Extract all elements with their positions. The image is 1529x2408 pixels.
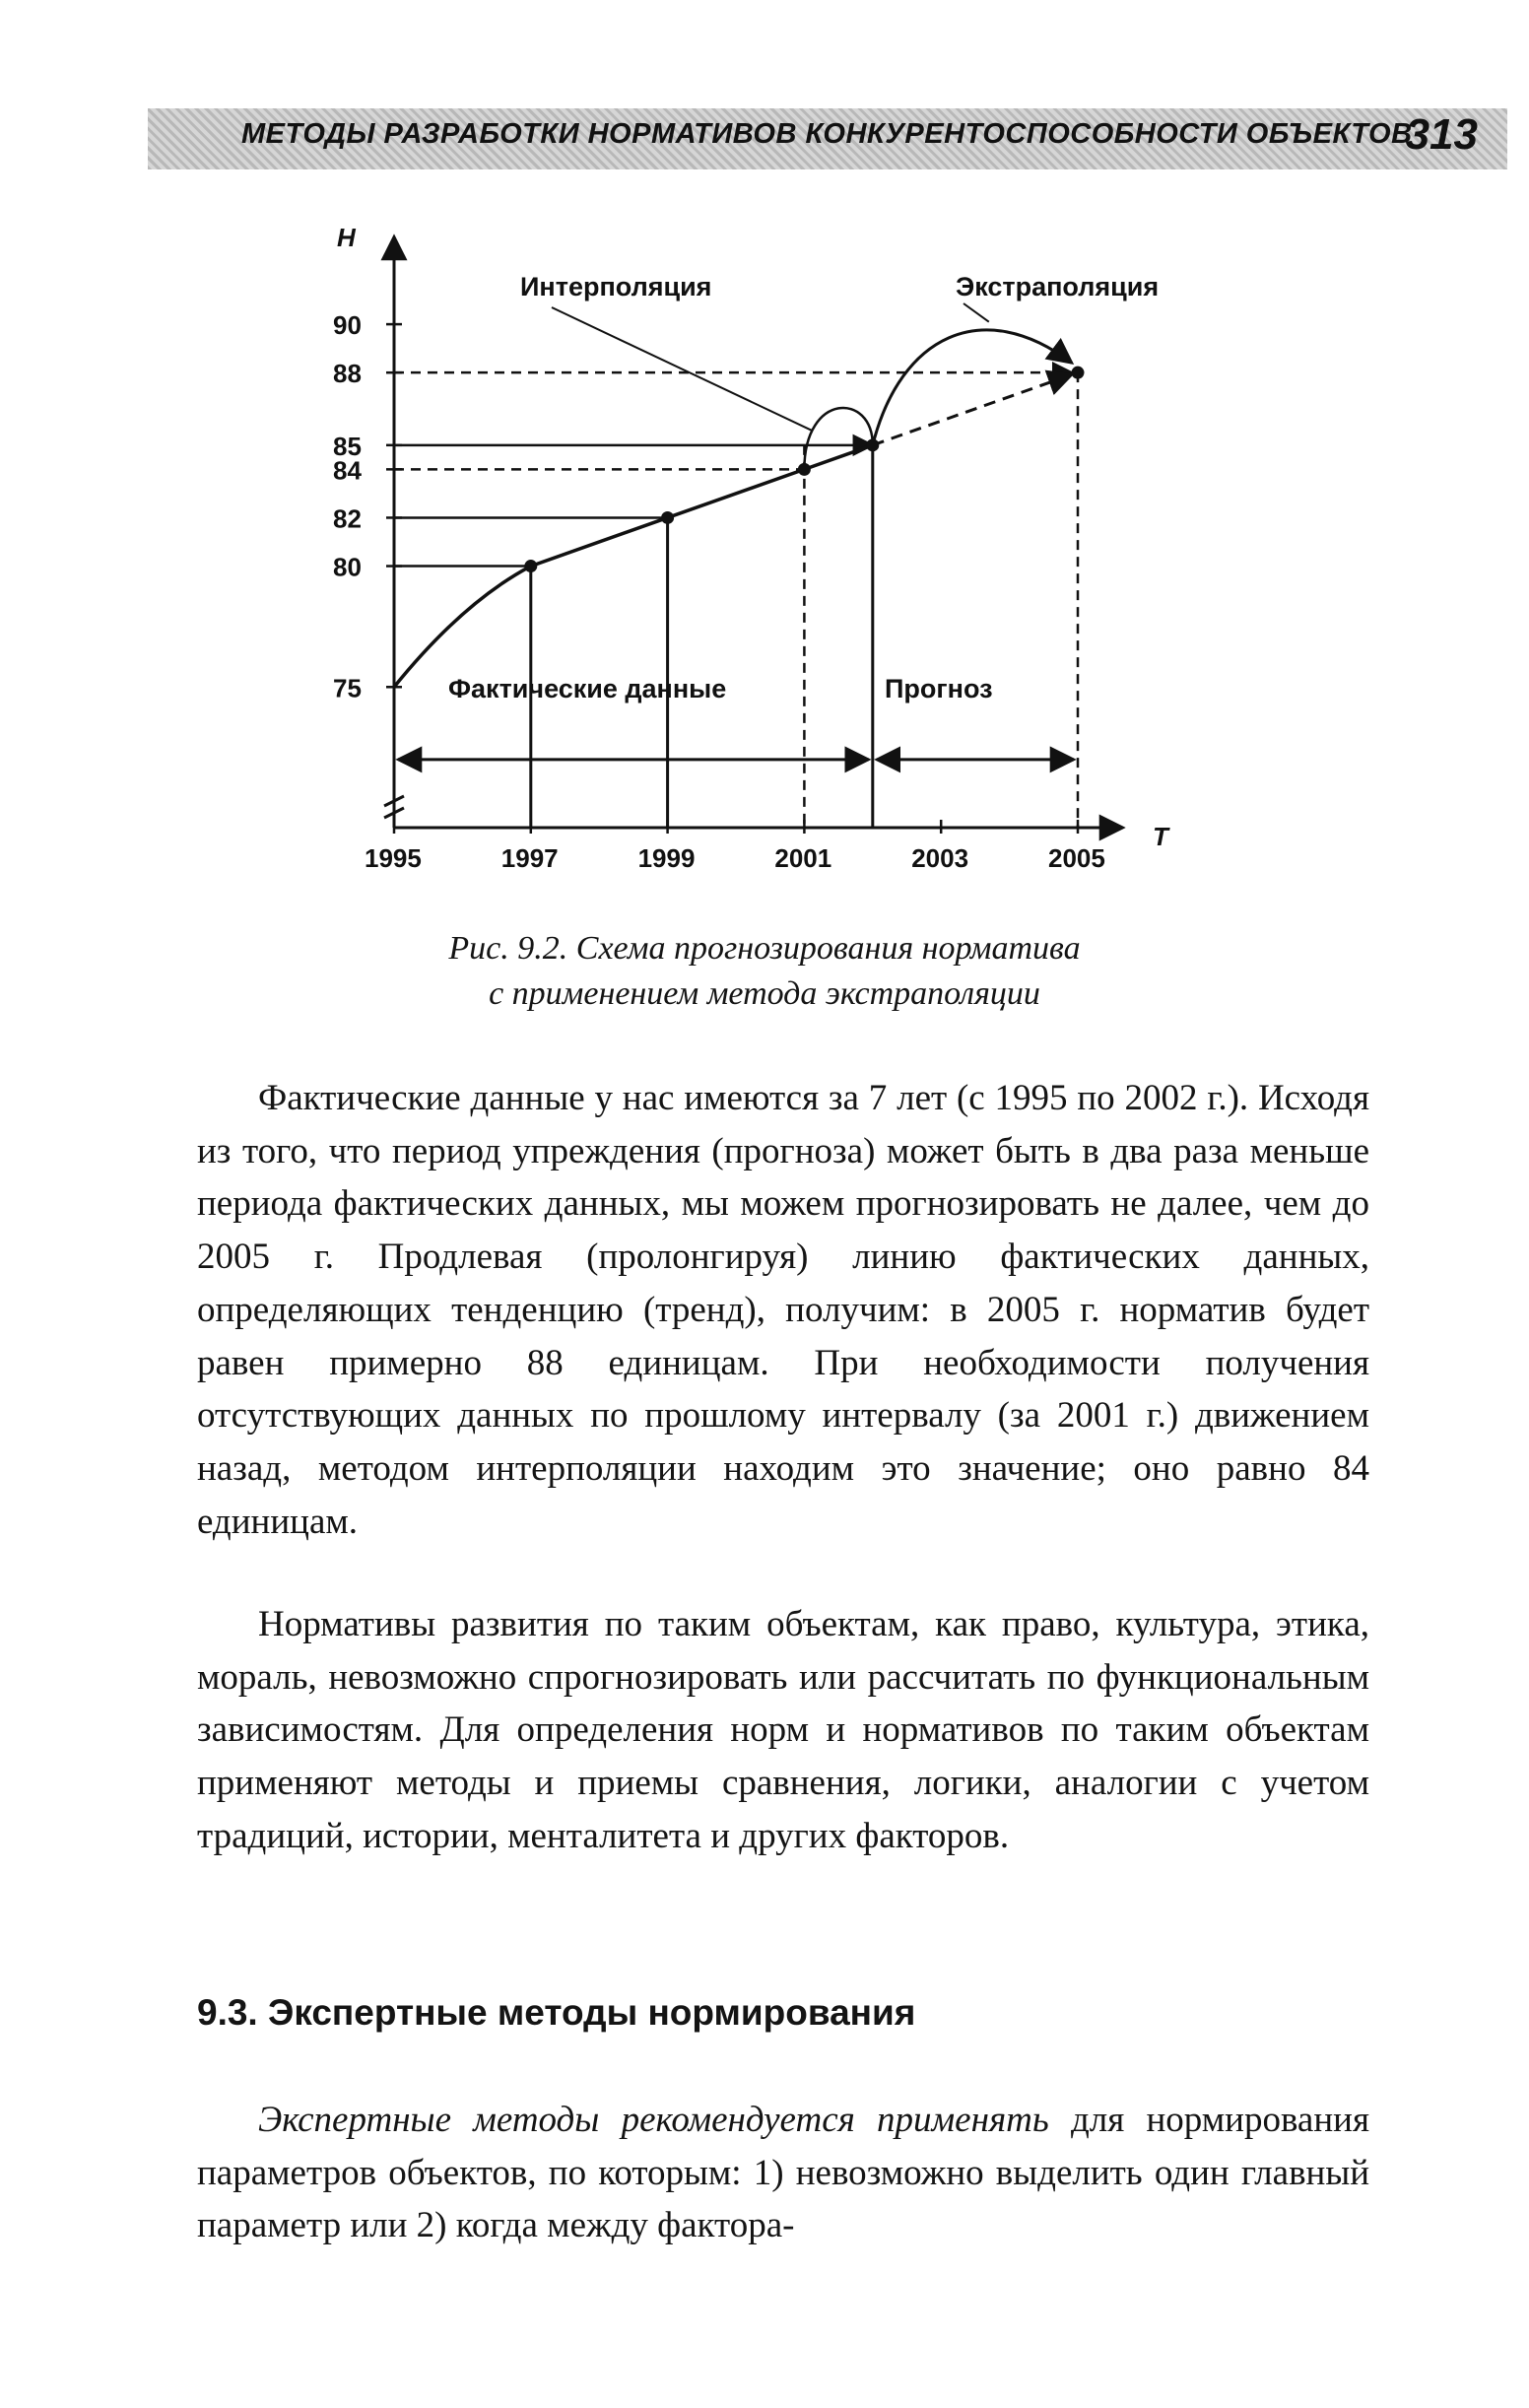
data-point — [524, 560, 537, 572]
body-paragraph-2 — [197, 1598, 1369, 1863]
forecast-point — [1072, 367, 1085, 379]
paragraph-text — [197, 2094, 1369, 2252]
x-axis-label: Т — [1153, 822, 1168, 851]
running-title: МЕТОДЫ РАЗРАБОТКИ НОРМАТИВОВ КОНКУРЕНТОСПОСОБНОСТИ ОБЪЕКТОВ — [241, 118, 1413, 150]
paragraph-rest: для нормирования параметров объектов, по которым: 1) невозможно выделить один главный параметр или 2) когда между фактора- — [197, 2100, 1369, 2246]
guide-lines — [394, 372, 1078, 828]
interpolation-label: Интерполяция — [520, 272, 712, 301]
data-point — [798, 463, 811, 476]
forecast-chart — [305, 217, 1212, 906]
x-tick-label: 2005 — [1048, 843, 1105, 873]
body-paragraph-3 — [197, 2094, 1369, 2252]
caption-line-2: с применением метода экстраполяции — [489, 975, 1040, 1012]
figure-9-2 — [305, 217, 1212, 911]
y-tick-label: 88 — [333, 359, 362, 389]
emphasized-lead: Экспертные методы рекомендуется применять — [258, 2100, 1049, 2140]
body-paragraph-1 — [197, 1072, 1369, 1548]
trend-forecast-line — [873, 374, 1072, 445]
x-tick-label: 1999 — [637, 843, 696, 873]
page-number: 313 — [1405, 110, 1478, 159]
figure-caption — [0, 926, 1529, 1017]
paragraph-text: Фактические данные у нас имеются за 7 лет (с 1995 по 2002 г.). Исходя из того, что период упреждения (прогноза) может быть в два раза меньше периода фактических данных, мы можем прогнозировать не далее, чем до 2005 г. Продлевая (пролонгируя) линию фактических данных, определяющих тенденцию (тренд), получим: в 2005 г. норматив будет равен примерно 88 единицам. При необходимости получения отсутствующих данных по прошлому интервалу (за 2001 г.) движением назад, методом интерполяции находим это значение; оно равно 84 единицам. — [197, 1078, 1369, 1542]
paragraph-text: Нормативы развития по таким объектам, как право, культура, этика, мораль, невозможно спрогнозировать или рассчитать по функциональным зависимостям. Для определения норм и нормативов по таким объектам применяют методы и приемы сравнения, логики, аналогии с учетом традиций, истории, менталитета и других факторов. — [197, 1604, 1369, 1856]
x-tick-labels — [365, 843, 1105, 873]
caption-line-1: Рис. 9.2. Схема прогнозирования норматива — [448, 930, 1081, 967]
extrapolation-pointer — [964, 303, 989, 322]
actual-period-label: Фактические данные — [448, 674, 727, 703]
axes — [384, 236, 1123, 834]
data-point — [866, 438, 879, 451]
x-tick-label: 2003 — [911, 843, 969, 873]
y-tick-label: 75 — [333, 673, 362, 703]
y-tick-label: 84 — [333, 455, 362, 486]
forecast-period-label: Прогноз — [885, 674, 993, 703]
x-tick-label: 1995 — [365, 843, 422, 873]
y-tick-label: 80 — [333, 552, 362, 582]
x-tick-label: 1997 — [500, 843, 559, 873]
y-axis-label: Н — [337, 223, 356, 252]
y-tick-label: 82 — [333, 503, 362, 534]
data-point — [661, 511, 674, 524]
y-tick-label: 90 — [333, 310, 362, 341]
running-header — [148, 108, 1507, 169]
extrapolation-curve — [873, 330, 1072, 445]
interpolation-curve — [804, 408, 872, 469]
x-tick-label: 2001 — [774, 843, 832, 873]
section-heading: 9.3. Экспертные методы нормирования — [197, 1992, 916, 2033]
y-tick-label: 85 — [333, 431, 362, 461]
y-tick-labels — [333, 310, 362, 702]
interpolation-pointer — [552, 307, 812, 431]
data-points — [524, 367, 1084, 572]
extrapolation-label: Экстраполяция — [956, 272, 1160, 301]
series — [394, 303, 1072, 687]
